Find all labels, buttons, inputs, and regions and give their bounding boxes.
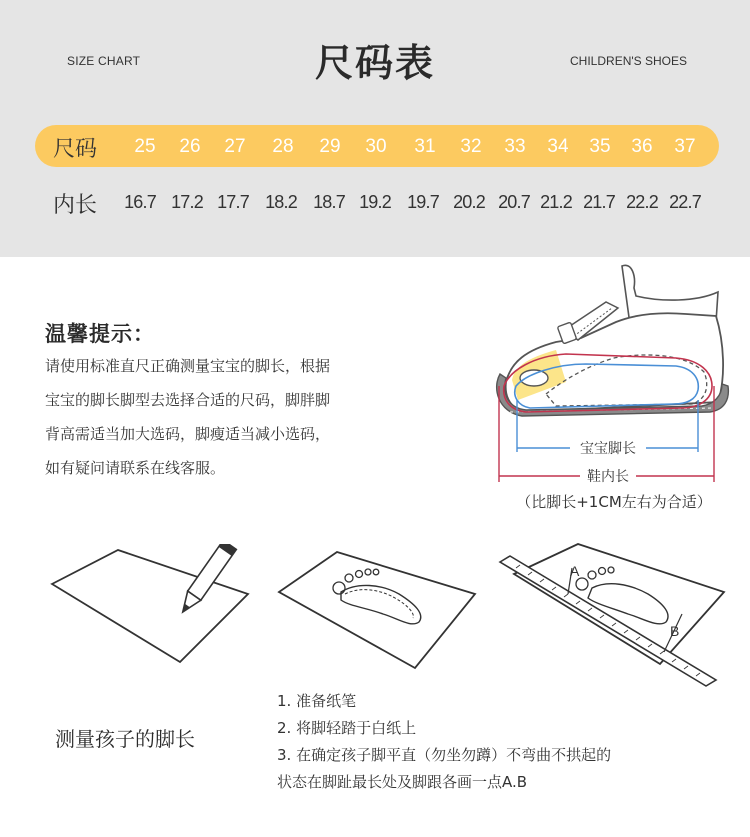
header-panel <box>0 0 750 257</box>
point-b-label: B <box>670 623 680 639</box>
paper-pencil-illustration <box>48 544 254 666</box>
tips-line: 宝宝的脚长脚型去选择合适的尺码，脚胖脚 <box>45 391 331 409</box>
length-cell: 21.7 <box>583 192 615 212</box>
step-line: 状态在脚趾最长处及脚跟各画一点A.B <box>277 773 528 791</box>
size-row-label: 尺码 <box>53 137 98 162</box>
length-cell: 17.7 <box>217 192 249 212</box>
length-cell: 19.2 <box>359 192 391 212</box>
size-cell: 37 <box>674 136 696 157</box>
size-cell: 33 <box>504 136 526 157</box>
length-cell: 20.7 <box>498 192 530 212</box>
length-cell: 18.7 <box>313 192 345 212</box>
ruler-measure-illustration <box>496 538 734 688</box>
step-line: 1. 准备纸笔 <box>277 692 357 710</box>
inner-length-label: 鞋内长 <box>587 469 629 485</box>
size-cell: 29 <box>319 136 341 157</box>
point-a-label: A <box>570 563 580 579</box>
size-chart-label: SIZE CHART <box>67 54 141 68</box>
length-cell: 19.7 <box>407 192 439 212</box>
length-cell: 20.2 <box>453 192 485 212</box>
footprint-illustration <box>275 548 480 672</box>
size-cell: 26 <box>179 136 201 157</box>
childrens-shoes-label: CHILDREN'S SHOES <box>570 54 687 68</box>
shoe-foot-illustration <box>486 262 736 490</box>
size-cell: 35 <box>589 136 611 157</box>
size-cell: 31 <box>414 136 436 157</box>
length-cell: 16.7 <box>124 192 156 212</box>
size-cell: 32 <box>460 136 482 157</box>
measure-title: 测量孩子的脚长 <box>55 727 195 751</box>
toe-shape <box>520 370 548 386</box>
size-cell: 28 <box>272 136 294 157</box>
step-line: 3. 在确定孩子脚平直（勿坐勿蹲）不弯曲不拱起的 <box>277 746 612 764</box>
tips-line: 背高需适当加大选码，脚瘦适当减小选码， <box>45 425 331 443</box>
length-cell: 21.2 <box>540 192 572 212</box>
size-cell: 27 <box>224 136 246 157</box>
size-cell: 30 <box>365 136 387 157</box>
length-row <box>35 186 719 220</box>
size-cell: 34 <box>547 136 569 157</box>
paper-sheet <box>514 544 724 664</box>
page-title: 尺码表 <box>314 41 435 85</box>
foot-length-label: 宝宝脚长 <box>580 441 636 457</box>
tips-title: 温馨提示： <box>45 322 155 346</box>
size-cell: 25 <box>134 136 156 157</box>
length-row-label: 内长 <box>53 193 98 218</box>
step-line: 2. 将脚轻踏于白纸上 <box>277 719 417 737</box>
size-row <box>35 125 719 167</box>
length-cell: 17.2 <box>171 192 203 212</box>
tips-line: 如有疑问请联系在线客服。 <box>45 459 226 477</box>
length-cell: 22.7 <box>669 192 701 212</box>
length-cell: 22.2 <box>626 192 658 212</box>
fit-note: （比脚长+1CM左右为合适） <box>516 493 712 511</box>
tips-line: 请使用标准直尺正确测量宝宝的脚长，根据 <box>45 357 331 375</box>
length-cell: 18.2 <box>265 192 297 212</box>
size-cell: 36 <box>631 136 653 157</box>
